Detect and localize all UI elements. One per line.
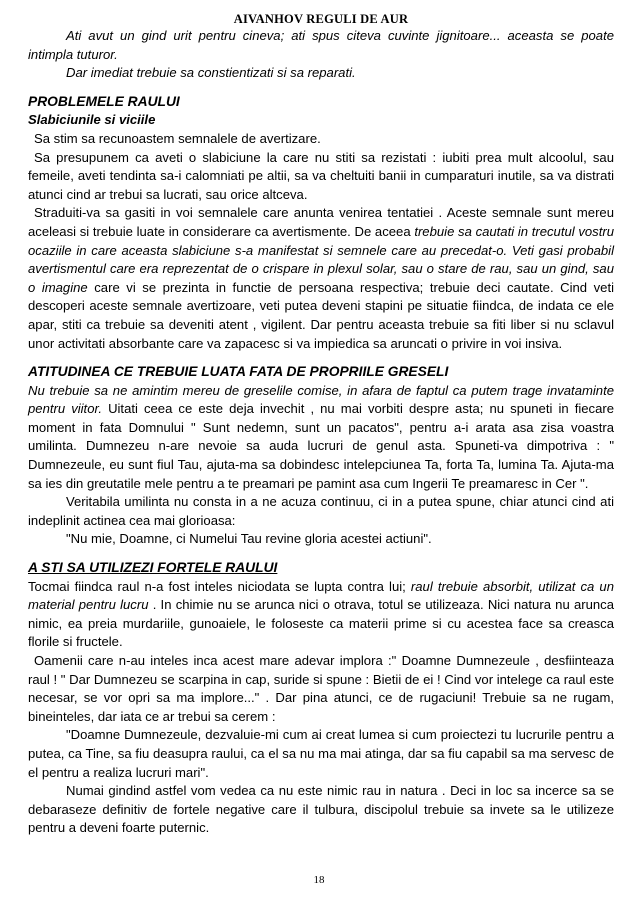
text-run: Uitati ceea ce este deja invechit , nu mai vorbiti despre asta; nu spuneti in fiecare moment in fata Domnului " Sunt nedemn, sunt un pacatos", pentru a-i arata asa zisa voastra umilinta. Dumnezeu n-are nevoie sa auda lucruri de genul asta. Spuneti-va dimpotriva : " Dumnezeule, eu sunt fiul Tau, ajuta-ma sa dobindesc intelepciunea Ta, forta Ta, lumina Ta. Ajuta-ma sa ies din greutatile mele pentru a te preamari pe pamint asa cum Ingerii Te preamaresc in Cer ". <box>28 401 615 491</box>
paragraph <box>28 204 614 353</box>
paragraph: Veritabila umilinta nu consta in a ne acuza continuu, ci in a putea spune, chiar atunci cind ati indeplinit actinea cea mai glorioasa: <box>28 494 614 528</box>
text-run: . In chimie nu se arunca nici o otrava, totul se utilizeaza. Nici natura nu arunca nimic, ea preia murdariile, gunoaiele, le foloseste ca materii prime si cu acestea face sa creasca florile si fructele. <box>28 597 614 650</box>
quote-paragraph: "Nu mie, Doamne, ci Numelui Tau revine gloria acestei actiuni". <box>66 531 432 547</box>
section-heading-atitudinea: ATITUDINEA CE TREBUIE LUATA FATA DE PROPRIILE GRESELI <box>28 364 449 380</box>
paragraph: Numai gindind astfel vom vedea ca nu este nimic rau in natura . Deci in loc sa incerce sa se debaraseze definitiv de fortele negative care il tulbura, discipolul trebuie sa invete sa le utilizeze pentru a deveni foarte puternic. <box>28 783 614 836</box>
italic-run: raul trebuie absorbit, utilizat ca un material pentru lucru <box>28 578 614 613</box>
intro-paragraph-1: Ati avut un gind urit pentru cineva; ati spus citeva cuvinte jignitoare... aceasta se poate intimpla tuturor. <box>28 28 614 62</box>
text-run: care vi se prezinta in functie de persoana respectiva; trebuie deci cautate. Cind veti descoperi aceste semnale avertizoare, veti putea deveni stapini pe situatie fiindca, de indata ce ele apar, stiti ca trebuie sa deveniti atent , vigilent. Dar pentru aceasta trebuie sa fiti liber si nu sclavul unor activitati absorbante care va zapacesc si va impiedica sa aruncati o privire in voi insiva. <box>28 279 615 351</box>
paragraph: Sa presupunem ca aveti o slabiciune la care nu stiti sa rezistati : iubiti prea mult alcoolul, sau femeile, aveti tendinta sa-i calomniati pe altii, sa va cheltuiti banii in cumparaturi inutile, sa va distrati atunci cind ar trebui sa lucrati, sau orice altceva. <box>28 149 614 202</box>
heading-text: A STI SA UTILIZEZI FORTELE RAULUI <box>28 560 278 576</box>
section-heading-a-sti-sa-utilizezi <box>28 559 614 578</box>
page-number: 18 <box>313 874 325 886</box>
paragraph <box>28 578 614 652</box>
text-run: Straduiti-va sa gasiti in voi semnalele care anunta venirea tentatiei . Aceste semnale sunt mereu aceleasi si trebuie luate in considerare ca avertismente. De aceea <box>28 205 614 239</box>
running-header: AIVANHOV REGULI DE AUR <box>233 12 409 26</box>
subheading-slabiciunile: Slabiciunile si viciile <box>28 112 156 128</box>
italic-run: Nu trebuie sa ne amintim mereu de greselile comise, in afara de faptul ca putem trage invataminte pentru viitor. <box>28 382 614 417</box>
quote-paragraph: "Doamne Dumnezeule, dezvaluie-mi cum ai creat lumea si cum proiectezi tu lucrurile pentru a putea, ca Tine, sa fiu deasupra raului, ca el sa nu ma mai atinga, dar sa fiu capabil sa ma servesc de el pentru a realiza lucruri mari". <box>28 727 614 780</box>
italic-run: trebuie sa cautati in trecutul vostru ocaziile in care aceasta slabiciune s-a manifestat si semnele care au precedat-o. Veti gasi probabil avertismentul care era reprezentat de o crispare in plexul solar, sau o stare de rau, sau un gind, sau o imagine <box>28 223 615 295</box>
intro-paragraph-2: Dar imediat trebuie sa constientizati si sa reparati. <box>66 65 356 81</box>
paragraph <box>28 382 614 494</box>
paragraph: Oamenii care n-au inteles inca acest mare adevar implora :" Doamne Dumnezeule , desfiinteaza raul ! " Dar Dumnezeu se scarpina in cap, suride si spune : Bietii de ei ! Cind vor intelege ca raul este necesar, se vor opri sa ma implore..." . Dar pina atunci, ce de rugaciuni! Trebuie sa ne rugam, bineinteles, dar iata ce ar trebui sa cerem : <box>28 653 614 724</box>
text-run: Tocmai fiindca raul n-a fost inteles niciodata se lupta contra lui; <box>28 578 411 594</box>
section-heading-problemele-raului: PROBLEMELE RAULUI <box>28 93 180 109</box>
paragraph: Sa stim sa recunoastem semnalele de avertizare. <box>34 130 321 146</box>
